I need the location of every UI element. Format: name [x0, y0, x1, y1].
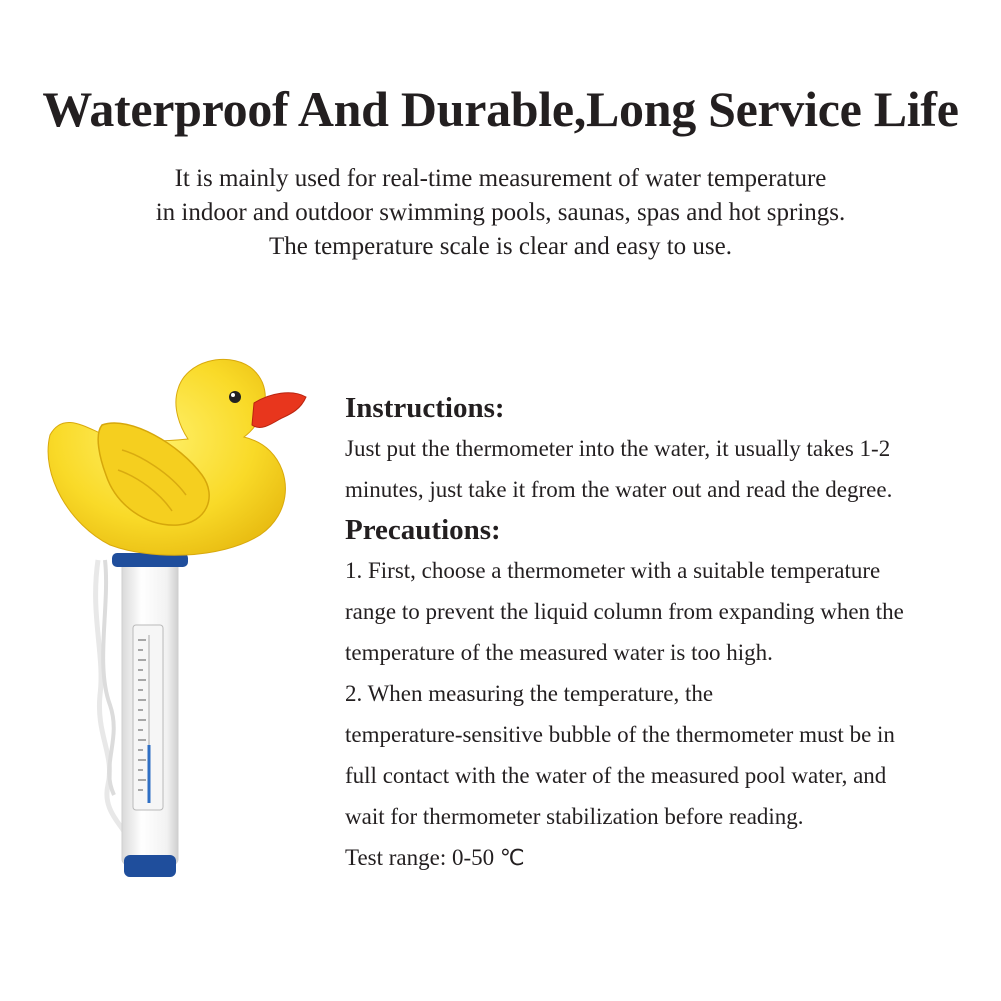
- intro-line: in indoor and outdoor swimming pools, saunas, spas and hot springs.: [155, 199, 846, 226]
- intro-line: The temperature scale is clear and easy to use.: [269, 233, 732, 260]
- instructions-line: Just put the thermometer into the water, it usually takes 1-2: [345, 436, 891, 461]
- precautions-title: Precautions:: [345, 514, 501, 546]
- precautions-line: temperature of the measured water is too high.: [345, 640, 773, 665]
- duck-thermometer-icon: [30, 355, 320, 925]
- instructions-panel: [345, 388, 995, 878]
- duck-thermometer-image: [30, 355, 320, 925]
- intro-paragraph: [0, 162, 1001, 264]
- test-range-label: Test range: 0-50: [345, 845, 500, 870]
- test-range: [345, 837, 995, 878]
- precautions-line: range to prevent the liquid column from expanding when the: [345, 599, 904, 624]
- precautions-line: temperature-sensitive bubble of the thermometer must be in: [345, 722, 895, 747]
- instructions-line: minutes, just take it from the water out and read the degree.: [345, 477, 893, 502]
- precautions-line: 2. When measuring the temperature, the: [345, 681, 714, 706]
- intro-line: It is mainly used for real-time measurement of water temperature: [174, 165, 827, 192]
- precautions-line: wait for thermometer stabilization before reading.: [345, 804, 804, 829]
- test-range-unit: ℃: [499, 846, 525, 871]
- precautions-line: 1. First, choose a thermometer with a suitable temperature: [345, 558, 881, 583]
- headline: Waterproof And Durable,Long Service Life: [42, 81, 959, 137]
- precautions-line: full contact with the water of the measured pool water, and: [345, 763, 887, 788]
- instructions-title: Instructions:: [345, 392, 505, 424]
